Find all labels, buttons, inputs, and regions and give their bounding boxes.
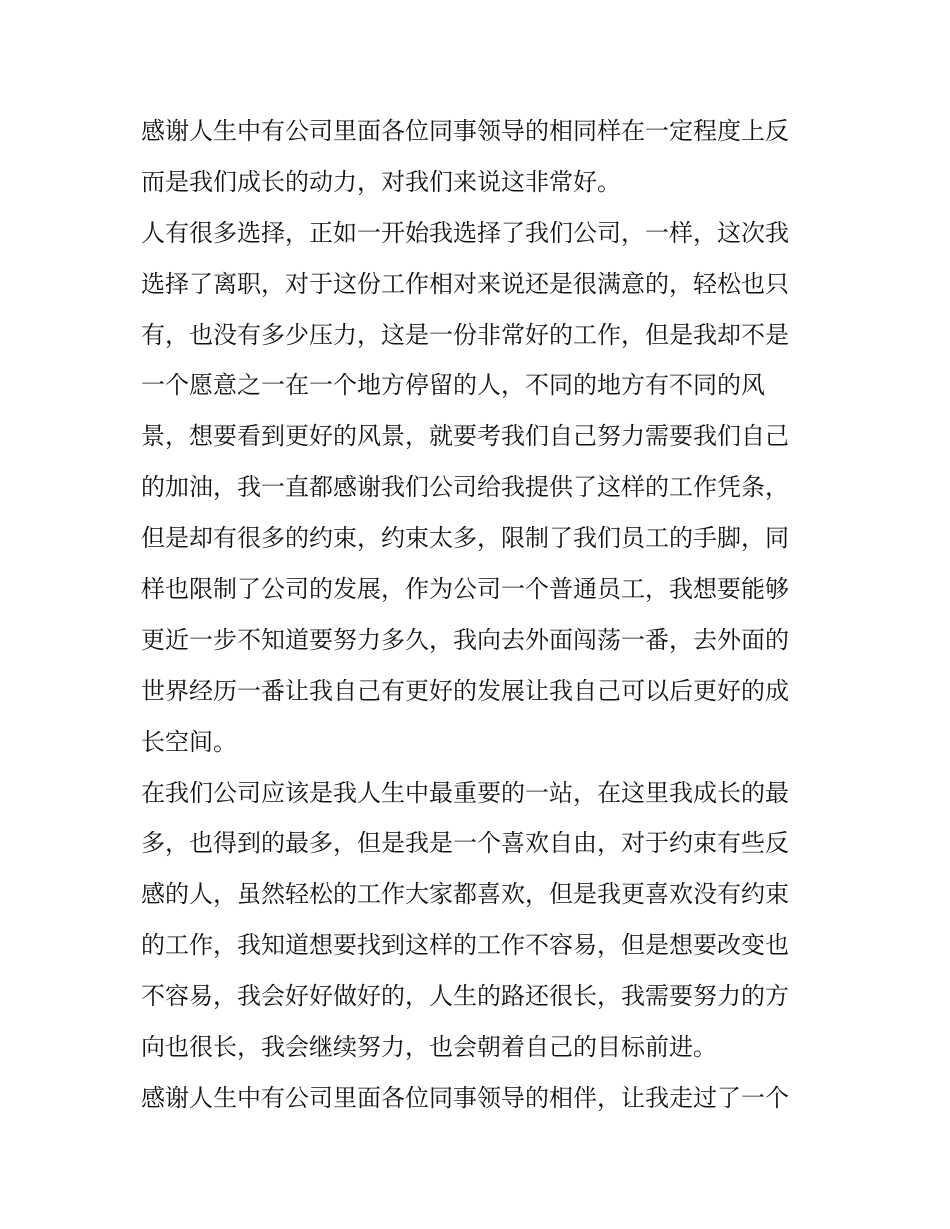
- text-line: 的加油，我一直都感谢我们公司给我提供了这样的工作凭条，: [141, 473, 789, 502]
- text-line: 不容易，我会好好做好的，人生的路还很长，我需要努力的方: [141, 982, 789, 1011]
- text-line: 一个愿意之一在一个地方停留的人，不同的地方有不同的风: [141, 371, 765, 400]
- text-line: 长空间。: [141, 727, 237, 756]
- text-line: 向也很长，我会继续努力，也会朝着自己的目标前进。: [141, 1033, 717, 1062]
- text-line: 人有很多选择，正如一开始我选择了我们公司，一样，这次我: [141, 218, 789, 247]
- text-line: 景，想要看到更好的风景，就要考我们自己努力需要我们自己: [141, 422, 789, 451]
- text-line: 更近一步不知道要努力多久，我向去外面闯荡一番，去外面的: [141, 625, 789, 654]
- text-line: 的工作，我知道想要找到这样的工作不容易，但是想要改变也: [141, 931, 789, 960]
- text-line: 而是我们成长的动力，对我们来说这非常好。: [141, 167, 621, 196]
- text-line: 在我们公司应该是我人生中最重要的一站，在这里我成长的最: [141, 778, 789, 807]
- text-line: 但是却有很多的约束，约束太多，限制了我们员工的手脚，同: [141, 524, 789, 553]
- text-line: 感的人，虽然轻松的工作大家都喜欢，但是我更喜欢没有约束: [141, 880, 789, 909]
- text-line: 样也限制了公司的发展，作为公司一个普通员工，我想要能够: [141, 575, 789, 604]
- text-line: 选择了离职，对于这份工作相对来说还是很满意的，轻松也只: [141, 269, 789, 298]
- text-line: 多，也得到的最多，但是我是一个喜欢自由，对于约束有些反: [141, 829, 789, 858]
- body-text: [141, 106, 813, 1124]
- text-line: 世界经历一番让我自己有更好的发展让我自己可以后更好的成: [141, 676, 789, 705]
- text-line: 有，也没有多少压力，这是一份非常好的工作，但是我却不是: [141, 320, 789, 349]
- text-line: 感谢人生中有公司里面各位同事领导的相伴，让我走过了一个: [141, 1083, 789, 1112]
- text-line: 感谢人生中有公司里面各位同事领导的相同样在一定程度上反: [141, 117, 789, 145]
